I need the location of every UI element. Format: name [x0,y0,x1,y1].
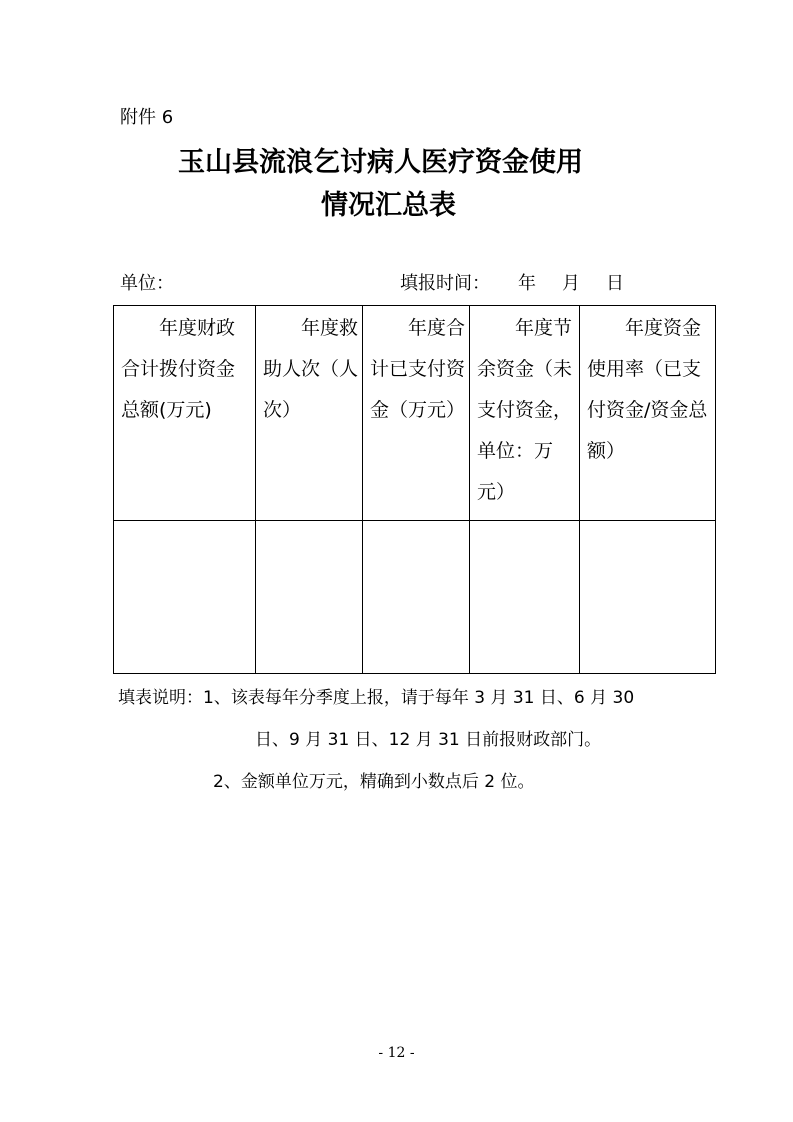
table-cell-assisted-count[interactable] [256,521,363,674]
unit-field [120,272,174,296]
instructions-line2: 日、9 月 31 日、12 月 31 日前报财政部门。 [255,730,602,750]
page-number: - 12 - [378,1045,415,1061]
table-cell-total-allocated[interactable] [114,521,256,674]
header-cell-usage-rate: 年度资金使用率（已支付资金/资金总额） [580,306,716,521]
table-header-row [114,306,716,521]
report-date-field [400,272,624,296]
day-label: 日 [606,273,624,294]
table-row [114,521,716,674]
table-cell-total-paid[interactable] [363,521,470,674]
header-cell-assisted-count: 年度救助人次（人次） [256,306,363,521]
header-cell-total-allocated: 年度财政合计拨付资金总额(万元) [114,306,256,521]
document-title-line2: 情况汇总表 [321,190,456,221]
header-cell-total-paid: 年度合计已支付资金（万元） [363,306,470,521]
table-cell-remaining-funds[interactable] [470,521,580,674]
year-label: 年 [518,273,536,294]
document-title-line1: 玉山县流浪乞讨病人医疗资金使用 [178,147,583,178]
summary-table [113,305,716,674]
unit-label: 单位： [120,273,174,294]
month-label: 月 [562,273,580,294]
instructions-line1: 填表说明：1、该表每年分季度上报，请于每年 3 月 31 日、6 月 30 [118,688,635,708]
table-cell-usage-rate[interactable] [580,521,716,674]
header-cell-remaining-funds: 年度节余资金（未支付资金，单位：万元） [470,306,580,521]
instructions-line3: 2、金额单位万元，精确到小数点后 2 位。 [213,772,535,792]
report-date-label: 填报时间： [400,273,490,294]
attachment-label: 附件 6 [120,107,174,128]
